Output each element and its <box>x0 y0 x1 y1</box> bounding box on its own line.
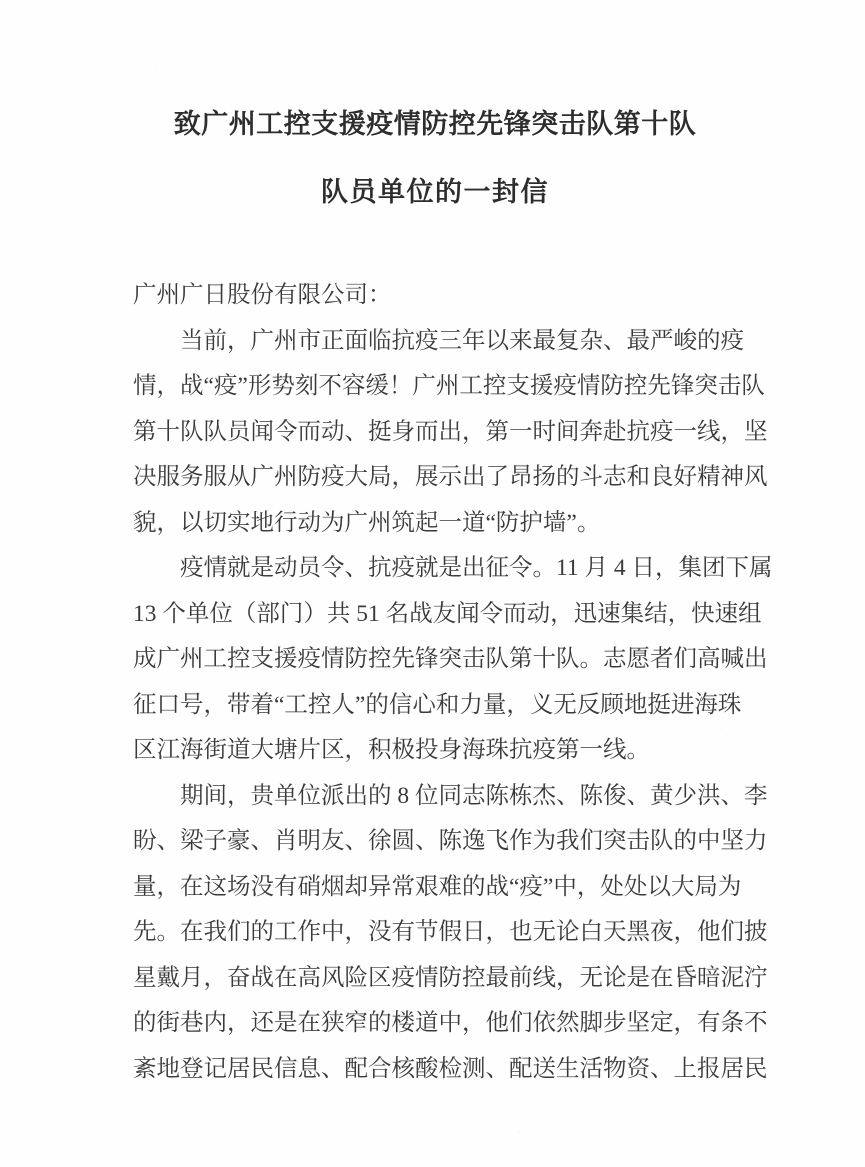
letter-title-line-1: 致广州工控支援疫情防控先锋突击队第十队 <box>173 109 697 139</box>
letter-title <box>133 106 737 210</box>
letter-line: 貌，以切实地行动为广州筑起一道“防护墙”。 <box>133 509 601 536</box>
letter-line: 成广州工控支援疫情防控先锋突击队第十队。志愿者们高喊出 <box>133 646 768 672</box>
letter-line: 期间，贵单位派出的 8 位同志陈栋杰、陈俊、黄少洪、李 <box>180 782 768 809</box>
letter-line: 13 个单位（部门）共 51 名战友闻令而动，迅速集结，快速组 <box>133 600 762 627</box>
letter-line: 区江海街道大塘片区，积极投身海珠抗疫第一线。 <box>133 737 650 763</box>
letter-line: 先。在我们的工作中，没有节假日，也无论白天黑夜，他们披 <box>133 919 768 945</box>
letter-paragraph-2 <box>133 546 773 774</box>
letter-line: 当前，广州市正面临抗疫三年以来最复杂、最严峻的疫 <box>180 327 744 354</box>
letter-line: 量，在这场没有硝烟却异常艰难的战“疫”中，处处以大局为 <box>133 873 742 900</box>
letter-body <box>133 273 773 1092</box>
letter-paragraph-1 <box>133 319 768 547</box>
salutation: 广州广日股份有限公司： <box>133 282 392 308</box>
letter-title-line-2: 队员单位的一封信 <box>321 177 549 207</box>
letter-line: 第十队队员闻令而动、挺身而出，第一时间奔赴抗疫一线，坚 <box>133 418 768 445</box>
letter-line: 决服务服从广州防疫大局，展示出了昂扬的斗志和良好精神风 <box>133 464 768 490</box>
letter-line: 情，战“疫”形势刻不容缓！广州工控支援疫情防控先锋突击队 <box>133 373 765 399</box>
letter-line: 的街巷内，还是在狭窄的楼道中，他们依然脚步坚定，有条不 <box>133 1010 768 1036</box>
letter-line: 疫情就是动员令、抗疫就是出征令。11 月 4 日，集团下属 <box>180 555 773 581</box>
letter-line: 星戴月，奋战在高风险区疫情防控最前线，无论是在昏暗泥泞 <box>133 964 768 991</box>
letter-line: 盼、梁子豪、肖明友、徐圆、陈逸飞作为我们突击队的中坚力 <box>133 828 768 854</box>
letter-line: 征口号，带着“工控人”的信心和力量，义无反顾地挺进海珠 <box>133 691 742 718</box>
letter-line: 紊地登记居民信息、配合核酸检测、配送生活物资、上报居民 <box>133 1055 768 1082</box>
letter-paragraph-3 <box>133 774 768 1093</box>
